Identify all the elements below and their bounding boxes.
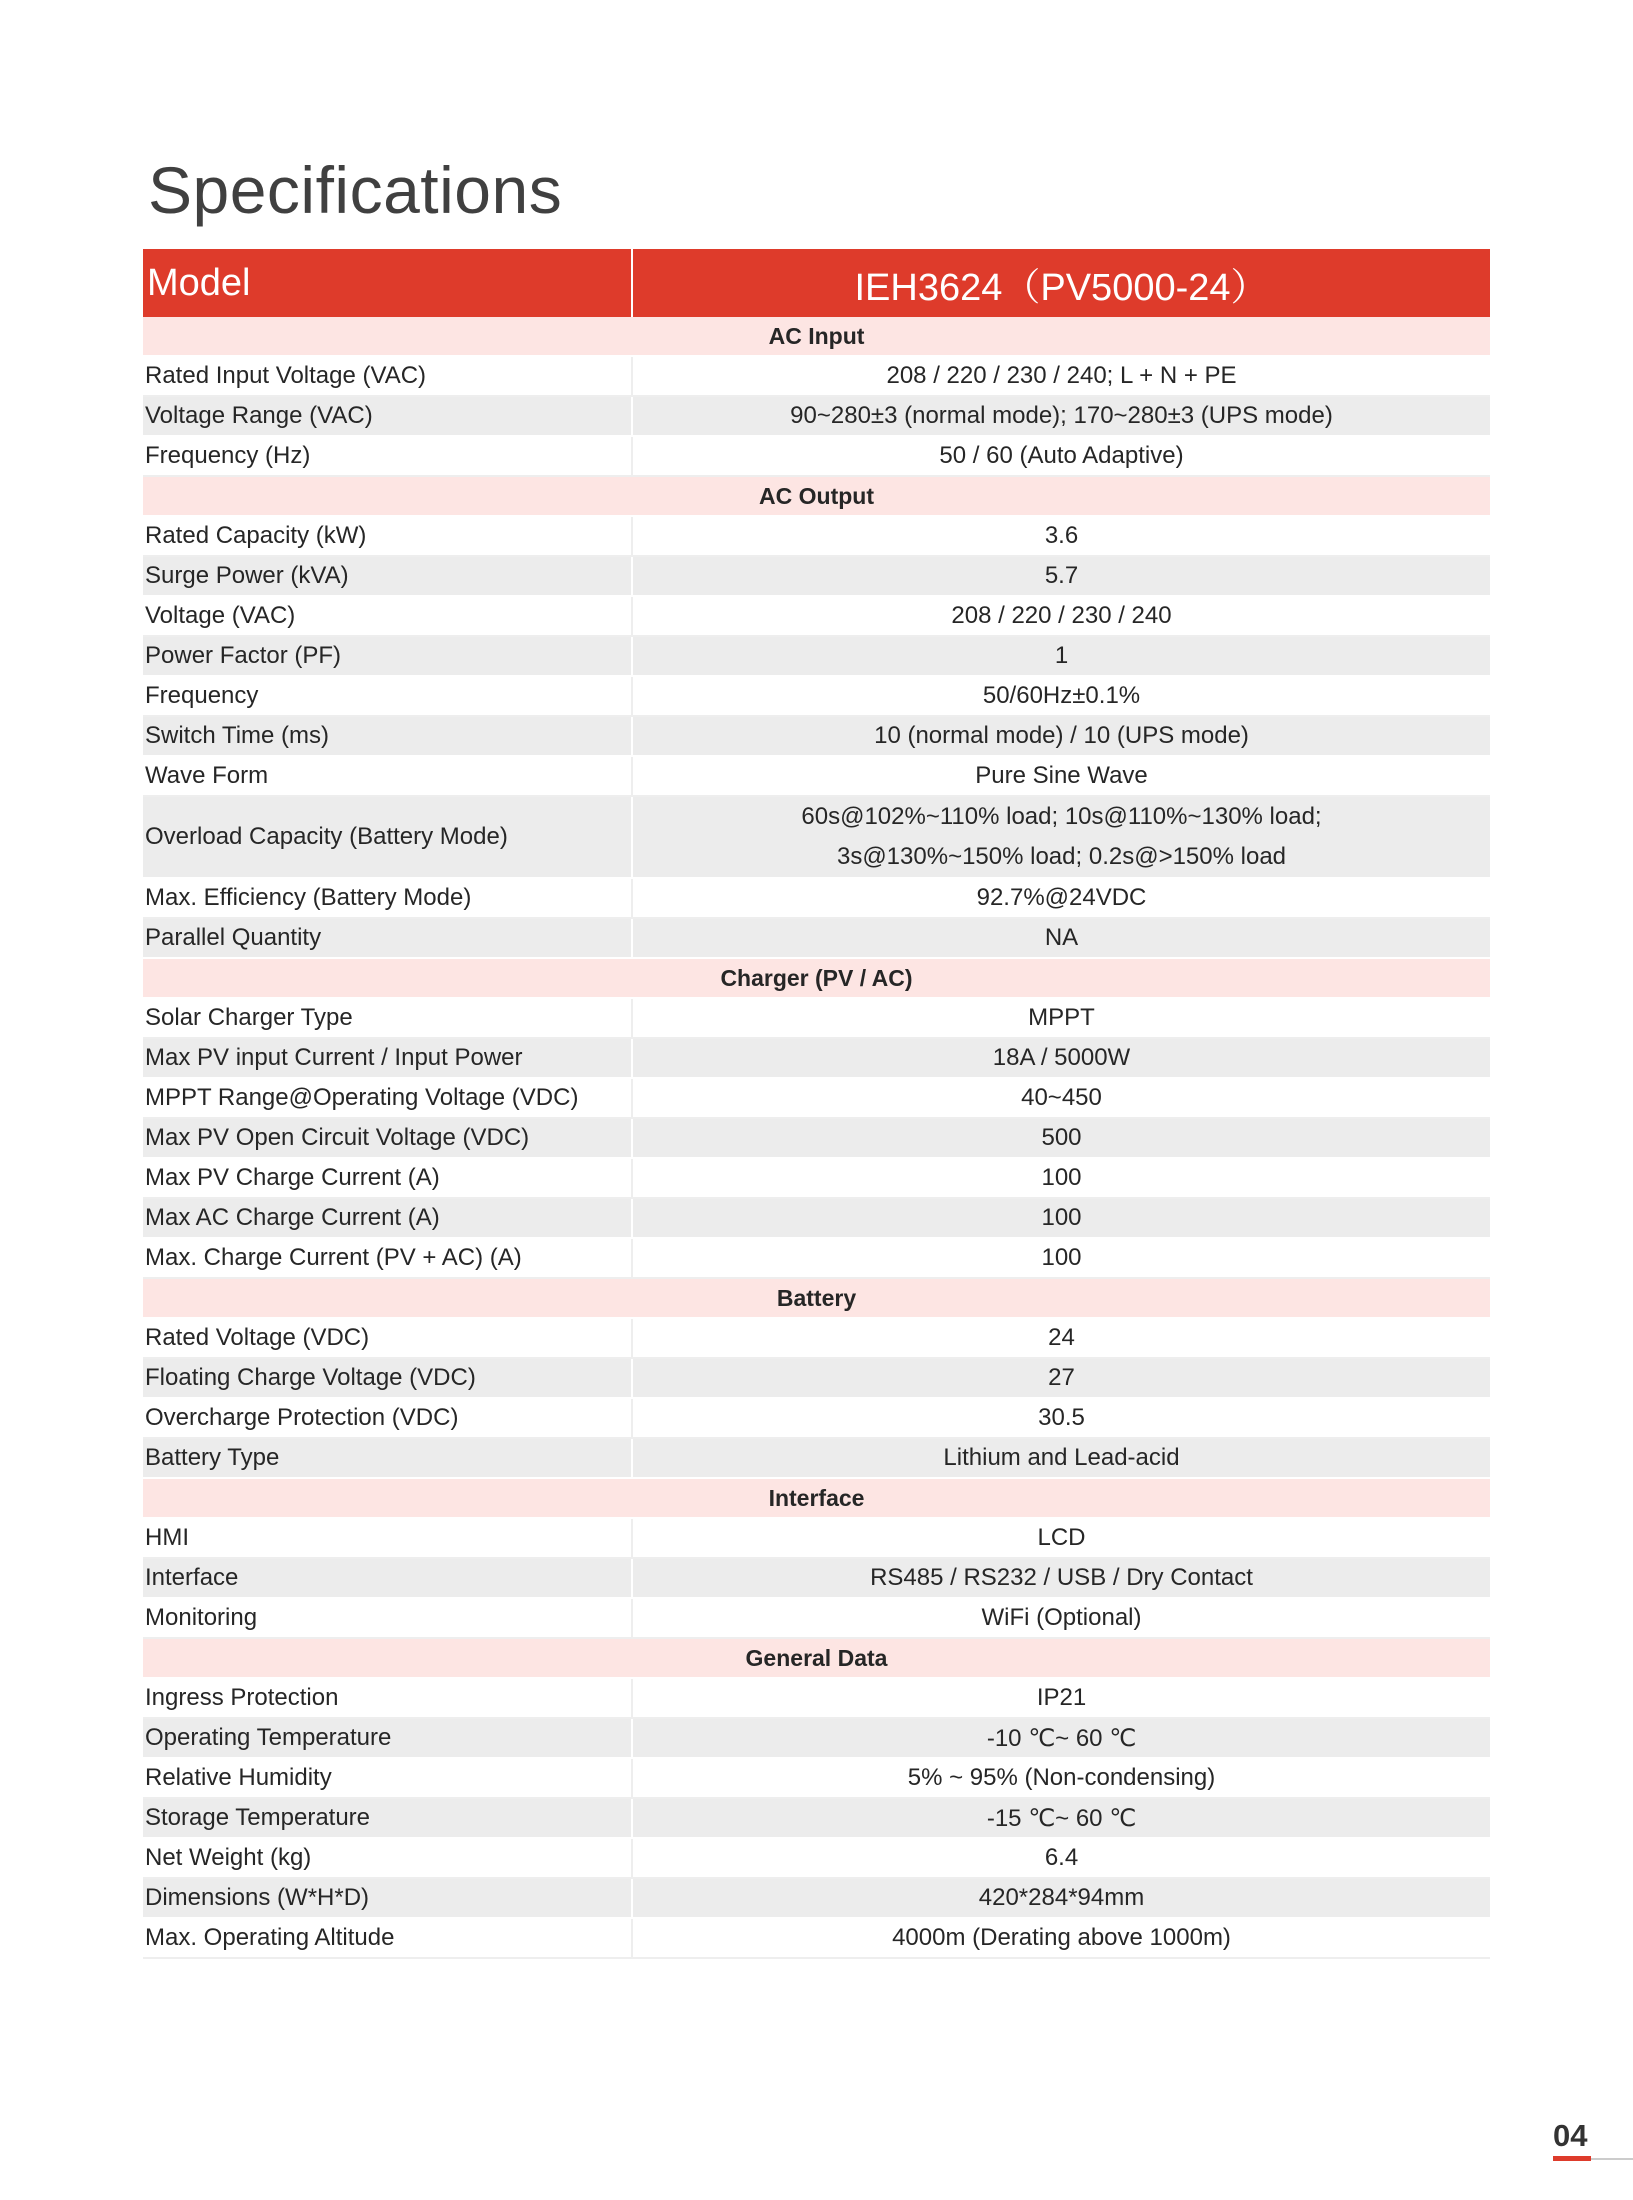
table-row bbox=[143, 1878, 1490, 1918]
row-value: 92.7%@24VDC bbox=[632, 878, 1490, 918]
section-title: AC Output bbox=[143, 476, 1490, 516]
table-row bbox=[143, 1558, 1490, 1598]
table-row bbox=[143, 436, 1490, 476]
row-label: Wave Form bbox=[143, 756, 632, 796]
row-value: 208 / 220 / 230 / 240; L + N + PE bbox=[632, 356, 1490, 396]
table-row bbox=[143, 918, 1490, 958]
row-label: Rated Capacity (kW) bbox=[143, 516, 632, 556]
row-label: Frequency bbox=[143, 676, 632, 716]
row-value: 6.4 bbox=[632, 1838, 1490, 1878]
table-row bbox=[143, 636, 1490, 676]
row-label: Frequency (Hz) bbox=[143, 436, 632, 476]
row-label: Max. Efficiency (Battery Mode) bbox=[143, 878, 632, 918]
table-row bbox=[143, 596, 1490, 636]
section-title: AC Input bbox=[143, 317, 1490, 356]
row-value: Pure Sine Wave bbox=[632, 756, 1490, 796]
model-header-row bbox=[143, 249, 1490, 317]
table-row bbox=[143, 1238, 1490, 1278]
section-title: Interface bbox=[143, 1478, 1490, 1518]
row-value: 30.5 bbox=[632, 1398, 1490, 1438]
row-label: HMI bbox=[143, 1518, 632, 1558]
row-label: Max. Operating Altitude bbox=[143, 1918, 632, 1958]
table-row bbox=[143, 556, 1490, 596]
table-row bbox=[143, 1038, 1490, 1078]
row-value-line: 3s@130%~150% load; 0.2s@>150% load bbox=[836, 843, 1287, 870]
table-row bbox=[143, 1318, 1490, 1358]
table-row bbox=[143, 1438, 1490, 1478]
page-title: Specifications bbox=[148, 153, 563, 227]
row-value: IP21 bbox=[632, 1678, 1490, 1718]
row-value-multiline bbox=[632, 796, 1490, 878]
page-number-underline bbox=[1553, 2156, 1591, 2161]
row-label: Rated Voltage (VDC) bbox=[143, 1318, 632, 1358]
table-row bbox=[143, 1918, 1490, 1958]
table-row bbox=[143, 516, 1490, 556]
table-row bbox=[143, 1598, 1490, 1638]
table-row bbox=[143, 1718, 1490, 1758]
row-label: Power Factor (PF) bbox=[143, 636, 632, 676]
page-number: 04 bbox=[1553, 2118, 1588, 2153]
row-label: Max AC Charge Current (A) bbox=[143, 1198, 632, 1238]
row-label: Storage Temperature bbox=[143, 1798, 632, 1838]
row-value: 100 bbox=[632, 1238, 1490, 1278]
row-label: MPPT Range@Operating Voltage (VDC) bbox=[143, 1078, 632, 1118]
row-value: 100 bbox=[632, 1158, 1490, 1198]
table-row bbox=[143, 1358, 1490, 1398]
table-row bbox=[143, 396, 1490, 436]
page-number-rule bbox=[1591, 2158, 1633, 2160]
table-row bbox=[143, 1118, 1490, 1158]
row-value: 18A / 5000W bbox=[632, 1038, 1490, 1078]
section-ac-input bbox=[143, 317, 1490, 356]
section-title: Charger (PV / AC) bbox=[143, 958, 1490, 998]
row-label: Overload Capacity (Battery Mode) bbox=[143, 796, 632, 878]
table-row bbox=[143, 1758, 1490, 1798]
row-value: 4000m (Derating above 1000m) bbox=[632, 1918, 1490, 1958]
row-label: Max PV Open Circuit Voltage (VDC) bbox=[143, 1118, 632, 1158]
row-label: Interface bbox=[143, 1558, 632, 1598]
table-row bbox=[143, 1198, 1490, 1238]
row-label: Voltage (VAC) bbox=[143, 596, 632, 636]
row-value: 208 / 220 / 230 / 240 bbox=[632, 596, 1490, 636]
row-value: LCD bbox=[632, 1518, 1490, 1558]
row-label: Surge Power (kVA) bbox=[143, 556, 632, 596]
section-battery bbox=[143, 1278, 1490, 1318]
row-value: 50/60Hz±0.1% bbox=[632, 676, 1490, 716]
section-charger bbox=[143, 958, 1490, 998]
table-row bbox=[143, 356, 1490, 396]
table-row bbox=[143, 998, 1490, 1038]
row-label: Monitoring bbox=[143, 1598, 632, 1638]
table-row bbox=[143, 676, 1490, 716]
row-label: Parallel Quantity bbox=[143, 918, 632, 958]
table-row bbox=[143, 1838, 1490, 1878]
row-label: Max PV Charge Current (A) bbox=[143, 1158, 632, 1198]
row-value-line: 60s@102%~110% load; 10s@110%~130% load; bbox=[801, 803, 1322, 830]
row-value: 24 bbox=[632, 1318, 1490, 1358]
section-title: Battery bbox=[143, 1278, 1490, 1318]
row-value: Lithium and Lead-acid bbox=[632, 1438, 1490, 1478]
row-label: Max PV input Current / Input Power bbox=[143, 1038, 632, 1078]
section-ac-output bbox=[143, 476, 1490, 516]
row-value: 100 bbox=[632, 1198, 1490, 1238]
row-value: RS485 / RS232 / USB / Dry Contact bbox=[632, 1558, 1490, 1598]
row-label: Net Weight (kg) bbox=[143, 1838, 632, 1878]
row-label: Battery Type bbox=[143, 1438, 632, 1478]
model-label: Model bbox=[143, 249, 632, 317]
row-label: Operating Temperature bbox=[143, 1718, 632, 1758]
section-interface bbox=[143, 1478, 1490, 1518]
row-label: Dimensions (W*H*D) bbox=[143, 1878, 632, 1918]
row-label: Relative Humidity bbox=[143, 1758, 632, 1798]
row-value: 90~280±3 (normal mode); 170~280±3 (UPS mode) bbox=[632, 396, 1490, 436]
table-row bbox=[143, 878, 1490, 918]
row-value: 500 bbox=[632, 1118, 1490, 1158]
table-row bbox=[143, 1398, 1490, 1438]
row-label: Voltage Range (VAC) bbox=[143, 396, 632, 436]
row-label: Switch Time (ms) bbox=[143, 716, 632, 756]
row-value: NA bbox=[632, 918, 1490, 958]
row-label: Overcharge Protection (VDC) bbox=[143, 1398, 632, 1438]
row-value: -15 ℃~ 60 ℃ bbox=[632, 1798, 1490, 1838]
table-row bbox=[143, 1518, 1490, 1558]
table-row bbox=[143, 796, 1490, 878]
row-label: Rated Input Voltage (VAC) bbox=[143, 356, 632, 396]
row-value: MPPT bbox=[632, 998, 1490, 1038]
row-value: 1 bbox=[632, 636, 1490, 676]
table-row bbox=[143, 1158, 1490, 1198]
table-row bbox=[143, 716, 1490, 756]
section-title: General Data bbox=[143, 1638, 1490, 1678]
table-row bbox=[143, 1678, 1490, 1718]
row-value: 420*284*94mm bbox=[632, 1878, 1490, 1918]
table-row bbox=[143, 1798, 1490, 1838]
row-value: 10 (normal mode) / 10 (UPS mode) bbox=[632, 716, 1490, 756]
row-value: WiFi (Optional) bbox=[632, 1598, 1490, 1638]
model-value: IEH3624（PV5000-24） bbox=[632, 249, 1490, 317]
table-row bbox=[143, 756, 1490, 796]
table-row bbox=[143, 1078, 1490, 1118]
row-label: Solar Charger Type bbox=[143, 998, 632, 1038]
row-value: 50 / 60 (Auto Adaptive) bbox=[632, 436, 1490, 476]
spec-table bbox=[143, 249, 1490, 1959]
row-value: -10 ℃~ 60 ℃ bbox=[632, 1718, 1490, 1758]
row-label: Floating Charge Voltage (VDC) bbox=[143, 1358, 632, 1398]
row-value: 40~450 bbox=[632, 1078, 1490, 1118]
row-value: 27 bbox=[632, 1358, 1490, 1398]
row-value: 5% ~ 95% (Non-condensing) bbox=[632, 1758, 1490, 1798]
section-general-data bbox=[143, 1638, 1490, 1678]
row-label: Ingress Protection bbox=[143, 1678, 632, 1718]
row-label: Max. Charge Current (PV + AC) (A) bbox=[143, 1238, 632, 1278]
row-value: 3.6 bbox=[632, 516, 1490, 556]
row-value: 5.7 bbox=[632, 556, 1490, 596]
